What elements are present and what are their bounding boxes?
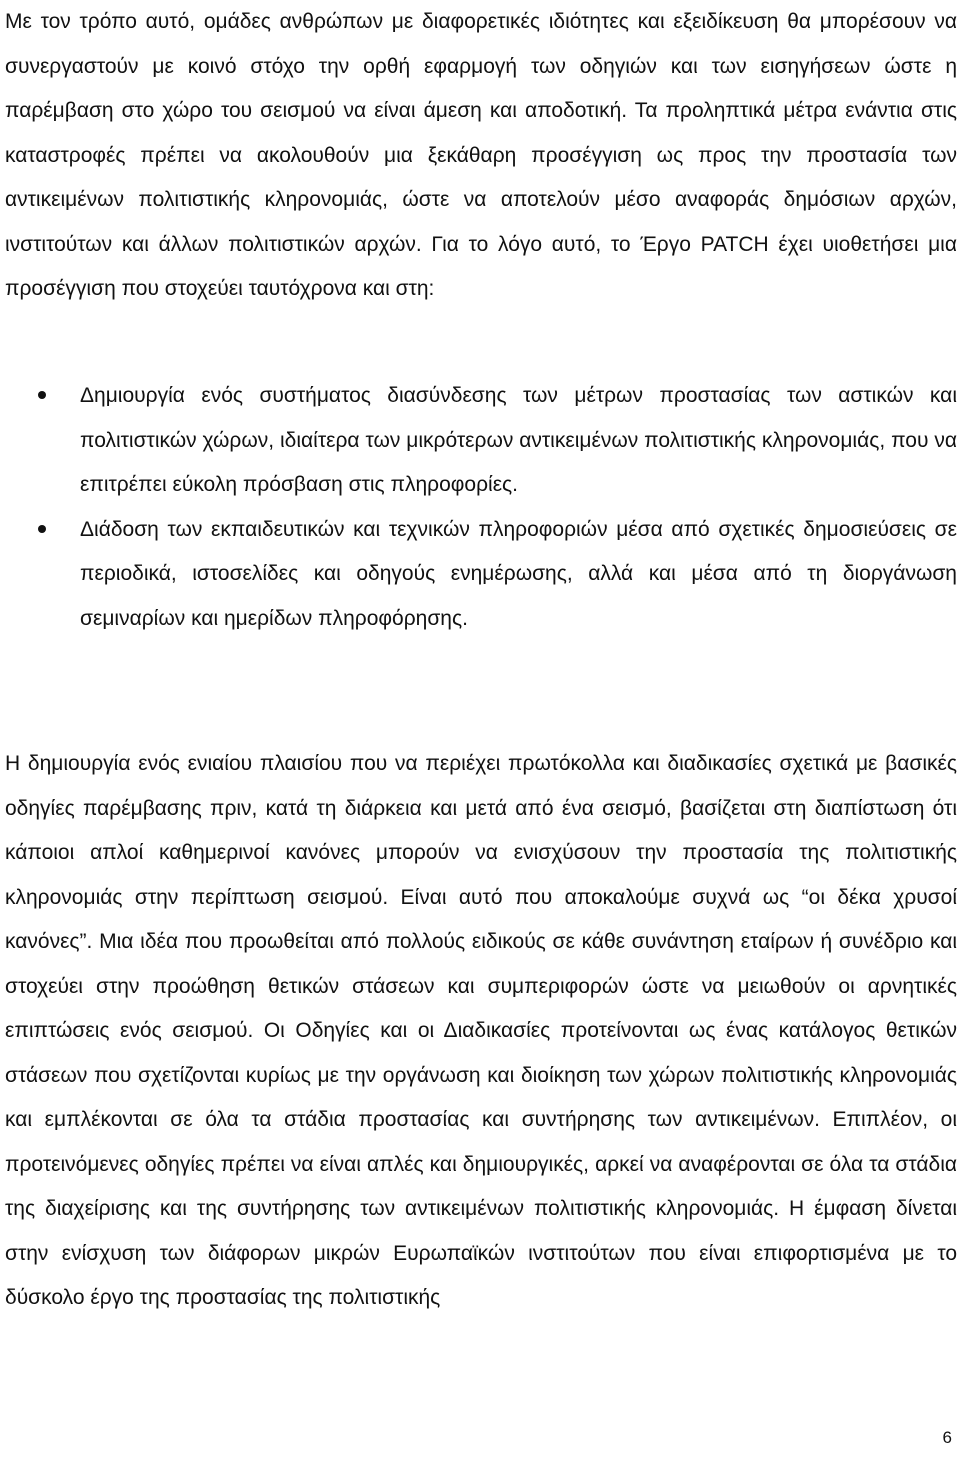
bullet-icon bbox=[38, 525, 46, 533]
page-number: 6 bbox=[942, 1428, 952, 1447]
bullet-text: Δημιουργία ενός συστήματος διασύνδεσης των μέτρων προστασίας των αστικών και πολιτιστικών χώρων, ιδιαίτερα των μικρότερων αντικειμένων πολιτιστικής κληρονομιάς, που να επιτρέπει εύκολη πρόσβαση στις πληροφορίες. bbox=[80, 384, 957, 496]
bullet-list bbox=[0, 374, 960, 641]
bullet-text: Διάδοση των εκπαιδευτικών και τεχνικών πληροφοριών μέσα από σχετικές δημοσιεύσεις σε περιοδικά, ιστοσελίδες και οδηγούς ενημέρωσης, αλλά και μέσα από τη διοργάνωση σεμιναρίων και ημερίδων πληροφόρησης. bbox=[80, 517, 957, 630]
intro-paragraph: Με τον τρόπο αυτό, ομάδες ανθρώπων με διαφορετικές ιδιότητες και εξειδίκευση θα μπορέσουν να συνεργαστούν με κοινό στόχο την ορθή εφαρμογή των οδηγιών και των εισηγήσεων ώστε η παρέμβαση στο χώρο του σεισμού να είναι άμεση και αποδοτική. Τα προληπτικά μέτρα ενάντια στις καταστροφές πρέπει να ακολουθούν μια ξεκάθαρη προσέγγιση ως προς την προστασία των αντικειμένων πολιτιστικής κληρονομιάς, ώστε να αποτελούν μέσο αναφοράς δημόσιων αρχών, ινστιτούτων και άλλων πολιτιστικών αρχών. Για το λόγο αυτό, το Έργο PATCH έχει υιοθετήσει μια προσέγγιση που στοχεύει ταυτόχρονα και στη: bbox=[5, 10, 957, 300]
body-paragraph: Η δημιουργία ενός ενιαίου πλαισίου που να περιέχει πρωτόκολλα και διαδικασίες σχετικά με βασικές οδηγίες παρέμβασης πριν, κατά τη διάρκεια και μετά από ένα σεισμό, βασίζεται στη διαπίστωση ότι κάποιοι απλοί καθημερινοί κανόνες μπορούν να ενισχύσουν την προστασία της πολιτιστικής κληρονομιάς στην περίπτωση σεισμού. Είναι αυτό που αποκαλούμε συχνά ως “οι δέκα χρυσοί κανόνες”. Μια ιδέα που προωθείται από πολλούς ειδικούς σε κάθε συνάντηση εταίρων ή συνέδριο και στοχεύει στην προώθηση θετικών στάσεων και συμπεριφορών ώστε να μειωθούν οι αρνητικές επιπτώσεις ενός σεισμού. Οι Οδηγίες και οι Διαδικασίες προτείνονται ως ένας κατάλογος θετικών στάσεων που σχετίζονται κυρίως με την οργάνωση και διοίκηση των χώρων πολιτιστικής κληρονομιάς και εμπλέκονται σε όλα τα στάδια προστασίας και συντήρησης των αντικειμένων. Επιπλέον, οι προτεινόμενες οδηγίες πρέπει να είναι απλές και δημιουργικές, αρκεί να αναφέρονται σε όλα τα στάδια της διαχείρισης και της συντήρησης των αντικειμένων πολιτιστικής κληρονομιάς. Η έμφαση δίνεται στην ενίσχυση των διάφορων μικρών Ευρωπαϊκών ινστιτούτων που είναι επιφορτισμένα με το δύσκολο έργο της προστασίας της πολιτιστικής bbox=[5, 752, 957, 1309]
list-item bbox=[0, 374, 957, 508]
list-item bbox=[0, 508, 957, 642]
bullet-icon bbox=[38, 391, 46, 399]
